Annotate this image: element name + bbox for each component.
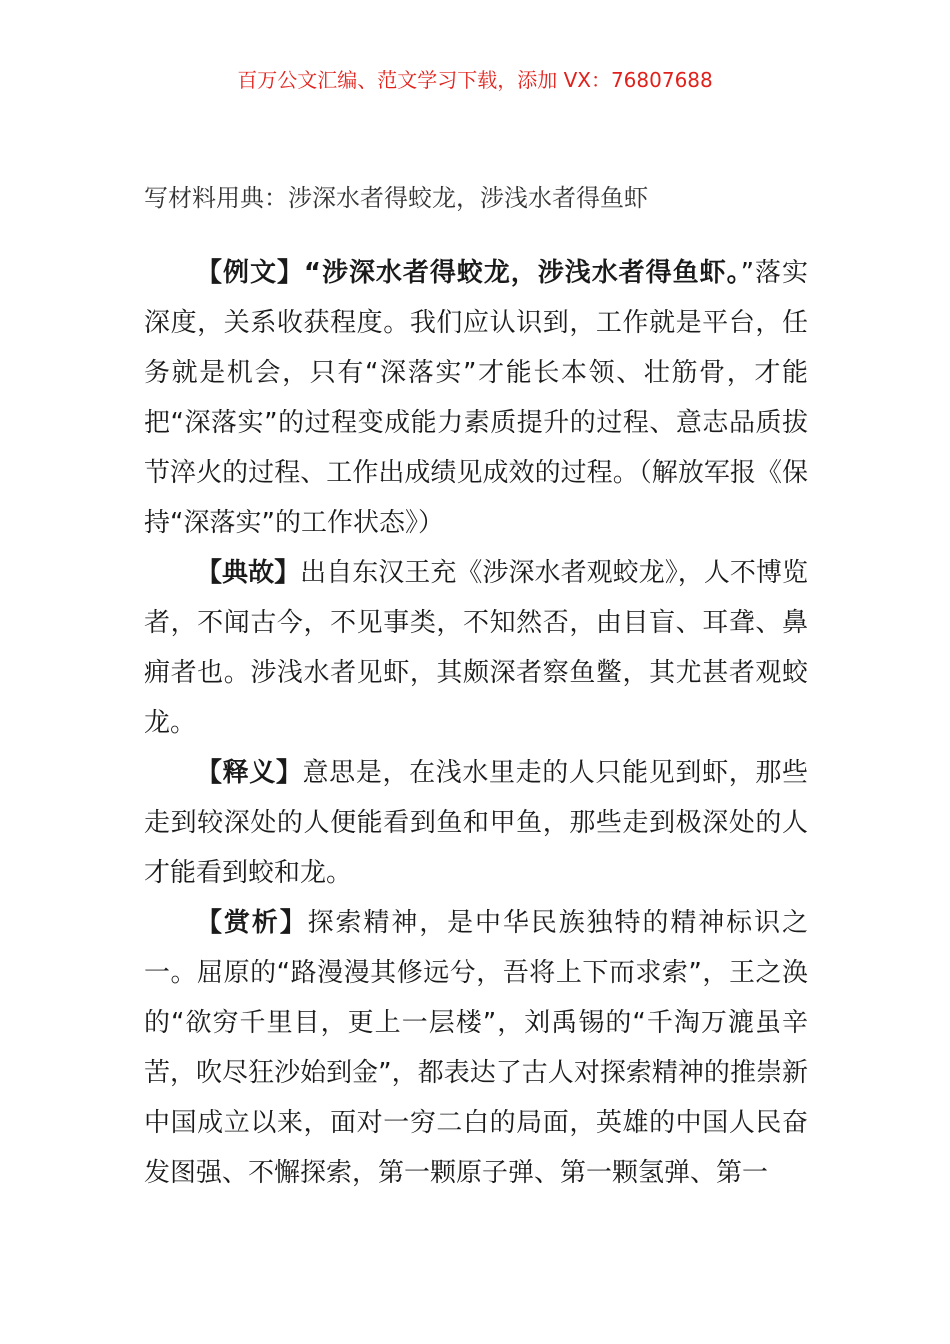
paragraph-allusion — [144, 548, 808, 748]
download-notice-header: 百万公文汇编、范文学习下载，添加 VX：76807688 — [237, 68, 713, 92]
tag-appreciation: 【赏析】 — [196, 908, 308, 938]
article-title: 写材料用典：涉深水者得蛟龙，涉浅水者得鱼虾 — [144, 184, 648, 212]
meaning-text: 意思是，在浅水里走的人只能见到虾，那些走到较深处的人便能看到鱼和甲鱼，那些走到极深处的人才能看到蛟和龙。 — [144, 758, 808, 888]
article-body — [144, 248, 808, 1198]
tag-example: 【例文】 — [196, 258, 304, 288]
allusion-text: 出自东汉王充《涉深水者观蛟龙》，人不博览者，不闻古今，不见事类，不知然否，由目盲、耳聋、鼻痈者也。涉浅水者见虾，其颇深者察鱼鳖，其尤甚者观蛟龙。 — [144, 558, 808, 738]
tag-meaning: 【释义】 — [196, 758, 303, 788]
example-text: ”落实深度，关系收获程度。我们应认识到，工作就是平台，任务就是机会，只有“深落实”才能长本领、壮筋骨，才能把“深落实”的过程变成能力素质提升的过程、意志品质拔节淬火的过程、工作出成绩见成效的过程。（解放军报《保持“深落实”的工作状态》） — [144, 258, 808, 538]
paragraph-example — [144, 248, 808, 548]
tag-allusion: 【典故】 — [196, 558, 301, 588]
paragraph-meaning — [144, 748, 808, 898]
appreciation-text: 探索精神，是中华民族独特的精神标识之一。屈原的“路漫漫其修远兮，吾将上下而求索”，王之涣的“欲穷千里目，更上一层楼”，刘禹锡的“千淘万漉虽辛苦，吹尽狂沙始到金”，都表达了古人对探索精神的推崇新中国成立以来，面对一穷二白的局面，英雄的中国人民奋发图强、不懈探索，第一颗原子弹、第一颗氢弹、第一 — [144, 908, 808, 1188]
example-quote: “涉深水者得蛟龙，涉浅水者得鱼虾。 — [303, 258, 741, 288]
paragraph-appreciation — [144, 898, 808, 1198]
